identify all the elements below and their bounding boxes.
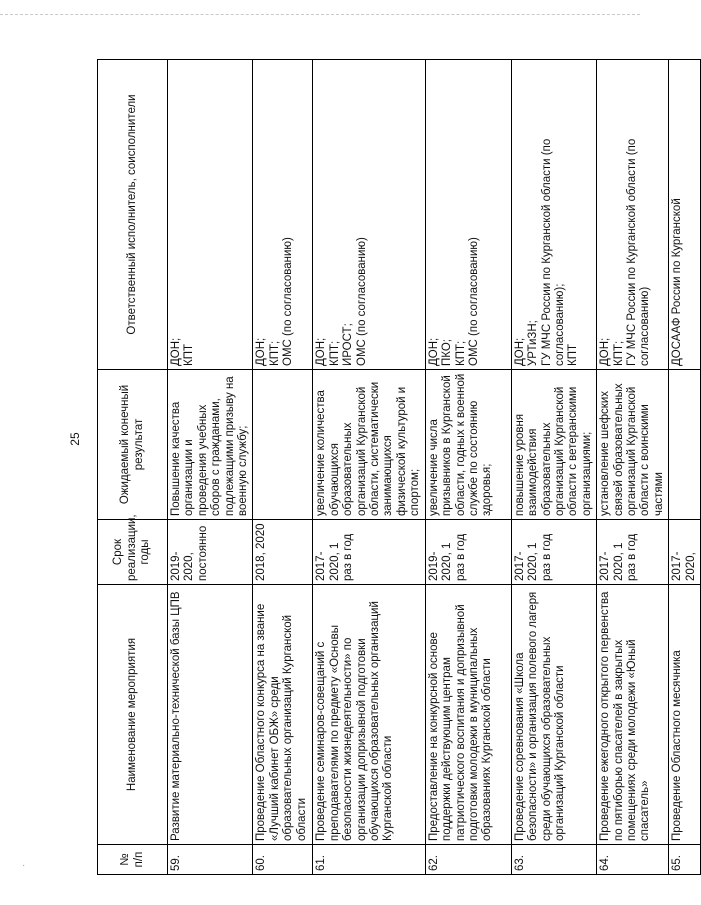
row-result: увеличение количества обучающихся образовательных организаций Курганской области, систематически занимающихся физической культурой и спортом;: [313, 370, 425, 520]
row-num: 60.: [253, 845, 313, 875]
row-result: [253, 370, 313, 520]
header-executor: Ответственный исполнитель, соисполнители: [98, 60, 168, 370]
header-term: Срок реализации, годы: [98, 520, 168, 585]
row-term: 2017-2020,: [669, 520, 701, 585]
row-term: 2019-2020, постоянно: [168, 520, 253, 585]
row-num: 63.: [511, 845, 596, 875]
row-name: Проведение Областного конкурса на звание «Лучший кабинет ОБЖ» среди образовательных организаций Курганской области: [253, 585, 313, 845]
row-name: Развитие материально-технической базы ЦПВ: [168, 585, 253, 845]
row-executor: ДОН; ПКО; КПТ; ОМС (по согласованию): [425, 60, 511, 370]
row-name: Проведение семинаров-совещаний с преподавателями по предмету «Основы безопасности жизнедеятельности» по организации допризывной подготовки обучающихся образовательных организаций Курганской области: [313, 585, 425, 845]
row-result: Повышение качества организации и проведения учебных сборов с гражданами, подлежащими призыву на военную службу;: [168, 370, 253, 520]
row-result: увеличение числа призывников в Курганской области, годных к военной службе по состоянию здоровья;: [425, 370, 511, 520]
header-num: № п/п: [98, 845, 168, 875]
header-name: Наименование мероприятия: [98, 585, 168, 845]
row-name: Проведение соревнования «Школа безопасности» и организация полевого лагеря среди обучающихся образовательных организаций Курганской области: [511, 585, 596, 845]
rotated-table-container: [97, 60, 697, 875]
row-num: 62.: [425, 845, 511, 875]
row-result: повышение уровня взаимодействия образовательных организаций Курганской области с ветеранскими организациями;: [511, 370, 596, 520]
table-row: [511, 60, 596, 875]
row-name: Проведение Областного месячника: [669, 585, 701, 845]
table-header-row: [98, 60, 168, 875]
table-row: [253, 60, 313, 875]
table-row: [168, 60, 253, 875]
scan-mark: ·: [22, 860, 26, 871]
row-executor: ДОН; КПТ; ОМС (по согласованию): [253, 60, 313, 370]
row-term: 2017-2020, 1 раз в год: [313, 520, 425, 585]
row-num: 65.: [669, 845, 701, 875]
row-num: 59.: [168, 845, 253, 875]
row-executor: ДОН; КПТ; ГУ МЧС России по Курганской области (по согласованию): [597, 60, 669, 370]
row-result: [669, 370, 701, 520]
row-name: Предоставление на конкурсной основе поддержки действующим центрам патриотического воспитания и допризывной подготовки молодежи в муниципальных образованиях Курганской области: [425, 585, 511, 845]
row-term: 2019-2020, 1 раз в год: [425, 520, 511, 585]
scan-edge-line: [0, 14, 640, 16]
row-result: установление шефских связей образовательных организаций Курганской области с воинскими частями: [597, 370, 669, 520]
row-name: Проведение ежегодного открытого первенства по пятиборью спасателей в закрытых помещениях среди молодежи «Юный спасатель»: [597, 585, 669, 845]
table-row: [597, 60, 669, 875]
row-num: 61.: [313, 845, 425, 875]
row-term: 2017-2020, 1 раз в год: [511, 520, 596, 585]
row-executor: ДОН; КПТ: [168, 60, 253, 370]
row-executor: ДОН; КПТ; ИРОСТ; ОМС (по согласованию): [313, 60, 425, 370]
row-executor: ДОСААФ России по Курганской: [669, 60, 701, 370]
row-num: 64.: [597, 845, 669, 875]
measures-table: [97, 59, 701, 875]
table-row: [313, 60, 425, 875]
row-term: 2018, 2020: [253, 520, 313, 585]
row-term: 2017-2020, 1 раз в год: [597, 520, 669, 585]
table-row: [425, 60, 511, 875]
table-row: [669, 60, 701, 875]
page-number: 25: [68, 432, 82, 446]
header-result: Ожидаемый конечный результат: [98, 370, 168, 520]
row-executor: ДОН; УРТиЗН; ГУ МЧС России по Курганской области (по согласованию); КПТ: [511, 60, 596, 370]
